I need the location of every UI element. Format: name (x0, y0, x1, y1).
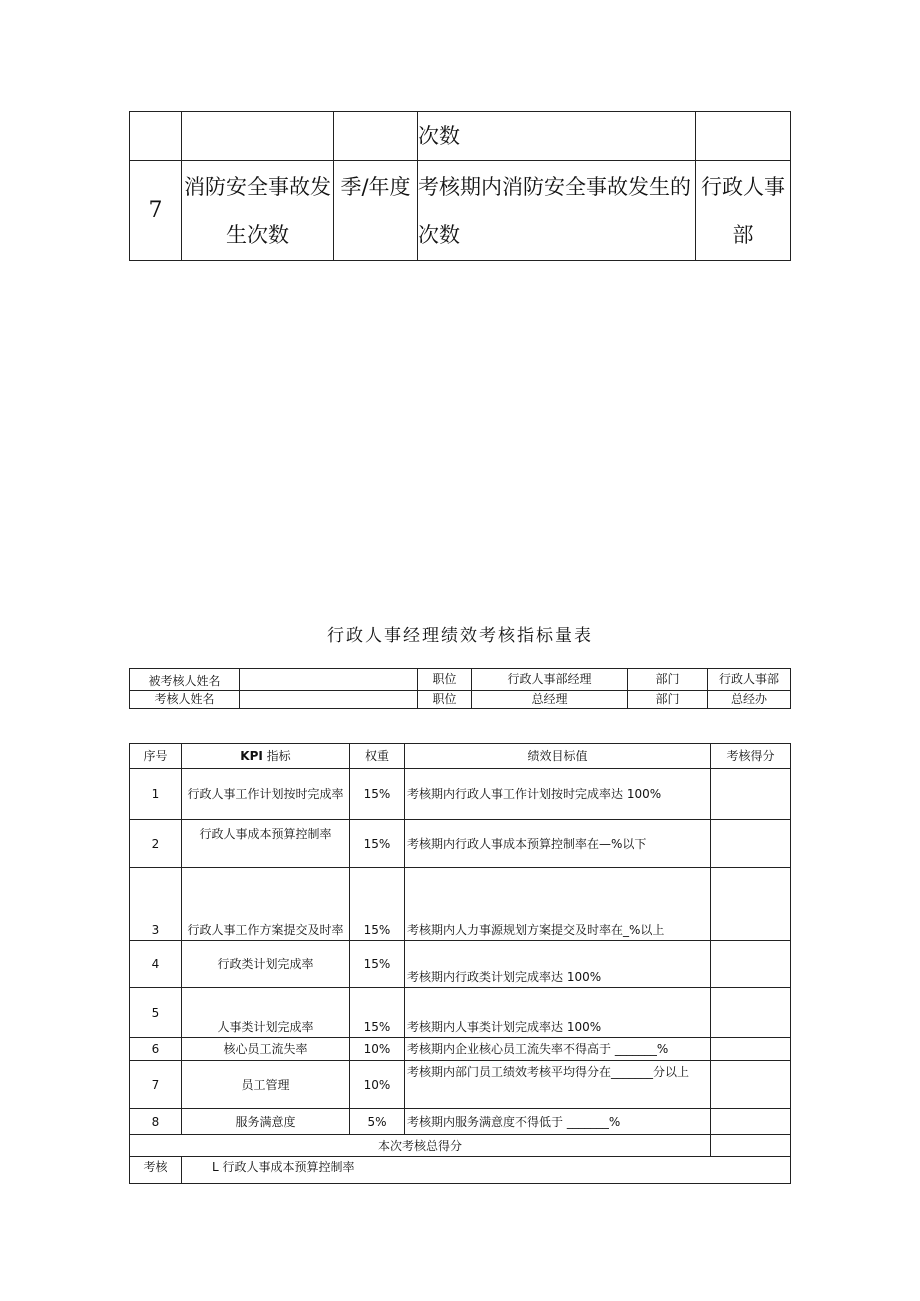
kpi-weight: 10% (350, 1061, 405, 1109)
table-row (130, 988, 791, 1038)
kpi-table (129, 743, 791, 1184)
kpi-name: 核心员工流失率 (182, 1038, 350, 1061)
row-number: 7 (130, 161, 182, 261)
position-label: 职位 (418, 669, 472, 691)
table-row (130, 161, 791, 261)
assessment-cycle: 季/年度 (334, 161, 418, 261)
kpi-target: 考核期内企业核心员工流失率不得高于 _______% (405, 1038, 711, 1061)
kpi-score[interactable] (711, 941, 791, 988)
kpi-weight: 15% (350, 868, 405, 941)
assessor-name-label: 考核人姓名 (130, 691, 240, 709)
header-weight: 权重 (350, 744, 405, 769)
kpi-target: 考核期内部门员工绩效考核平均得分在_______分以上 (405, 1061, 711, 1109)
total-score-value[interactable] (711, 1135, 791, 1157)
kpi-target: 考核期内行政类计划完成率达 100% (405, 941, 711, 988)
header-kpi (182, 744, 350, 769)
cell-empty (334, 112, 418, 161)
table-row (130, 820, 791, 868)
position-label: 职位 (418, 691, 472, 709)
kpi-score[interactable] (711, 1109, 791, 1135)
kpi-name: 员工管理 (182, 1061, 350, 1109)
kpi-score[interactable] (711, 1061, 791, 1109)
footer-row (130, 1157, 791, 1184)
kpi-weight: 15% (350, 820, 405, 868)
kpi-weight: 15% (350, 941, 405, 988)
table-row (130, 769, 791, 820)
header-kpi-abbr: KPI (240, 749, 263, 763)
continued-kpi-table (129, 111, 791, 261)
kpi-name: 行政类计划完成率 (182, 941, 350, 988)
kpi-score[interactable] (711, 1038, 791, 1061)
row-number: 8 (130, 1109, 182, 1135)
assessee-name-field[interactable] (240, 669, 418, 691)
position-value: 总经理 (472, 691, 628, 709)
table-row (130, 1109, 791, 1135)
position-value: 行政人事部经理 (472, 669, 628, 691)
footer-label: 考核 (130, 1157, 182, 1184)
row-number: 2 (130, 820, 182, 868)
responsible-dept: 行政人事部 (696, 161, 791, 261)
table-row (130, 941, 791, 988)
table-row (130, 691, 791, 709)
row-number: 5 (130, 988, 182, 1038)
table-row (130, 1061, 791, 1109)
total-row (130, 1135, 791, 1157)
kpi-score[interactable] (711, 988, 791, 1038)
table-row (130, 669, 791, 691)
kpi-weight: 10% (350, 1038, 405, 1061)
continued-definition: 次数 (418, 112, 696, 161)
kpi-weight: 15% (350, 988, 405, 1038)
assessee-name-label: 被考核人姓名 (130, 669, 240, 691)
kpi-target: 考核期内行政人事工作计划按时完成率达 100% (405, 769, 711, 820)
table-row (130, 1038, 791, 1061)
table-row (130, 112, 791, 161)
footer-text: L 行政人事成本预算控制率 (182, 1157, 791, 1184)
cell-empty (130, 112, 182, 161)
cell-empty (182, 112, 334, 161)
kpi-target: 考核期内人事类计划完成率达 100% (405, 988, 711, 1038)
dept-label: 部门 (628, 669, 708, 691)
kpi-name: 行政人事工作方案提交及时率 (182, 868, 350, 941)
indicator-name: 消防安全事故发生次数 (182, 161, 334, 261)
kpi-score[interactable] (711, 820, 791, 868)
row-number: 4 (130, 941, 182, 988)
kpi-name: 行政人事工作计划按时完成率 (182, 769, 350, 820)
page-title: 行政人事经理绩效考核指标量表 (327, 626, 593, 646)
header-no: 序号 (130, 744, 182, 769)
indicator-definition: 考核期内消防安全事故发生的次数 (418, 161, 696, 261)
row-number: 3 (130, 868, 182, 941)
table-row (130, 868, 791, 941)
kpi-target: 考核期内人力事源规划方案提交及时率在_%以上 (405, 868, 711, 941)
total-score-label: 本次考核总得分 (130, 1135, 711, 1157)
assessee-info-table (129, 668, 791, 709)
dept-label: 部门 (628, 691, 708, 709)
dept-value: 行政人事部 (708, 669, 791, 691)
dept-value: 总经办 (708, 691, 791, 709)
kpi-name: 行政人事成本预算控制率 (182, 820, 350, 868)
row-number: 1 (130, 769, 182, 820)
assessor-name-field[interactable] (240, 691, 418, 709)
kpi-weight: 15% (350, 769, 405, 820)
table-header-row (130, 744, 791, 769)
kpi-weight: 5% (350, 1109, 405, 1135)
header-kpi-text: 指标 (262, 749, 291, 763)
kpi-name: 服务满意度 (182, 1109, 350, 1135)
header-score: 考核得分 (711, 744, 791, 769)
header-target: 绩效目标值 (405, 744, 711, 769)
row-number: 6 (130, 1038, 182, 1061)
kpi-score[interactable] (711, 769, 791, 820)
cell-empty (696, 112, 791, 161)
kpi-target: 考核期内行政人事成本预算控制率在—%以下 (405, 820, 711, 868)
kpi-name: 人事类计划完成率 (182, 988, 350, 1038)
kpi-target: 考核期内服务满意度不得低于 _______% (405, 1109, 711, 1135)
row-number: 7 (130, 1061, 182, 1109)
kpi-score[interactable] (711, 868, 791, 941)
